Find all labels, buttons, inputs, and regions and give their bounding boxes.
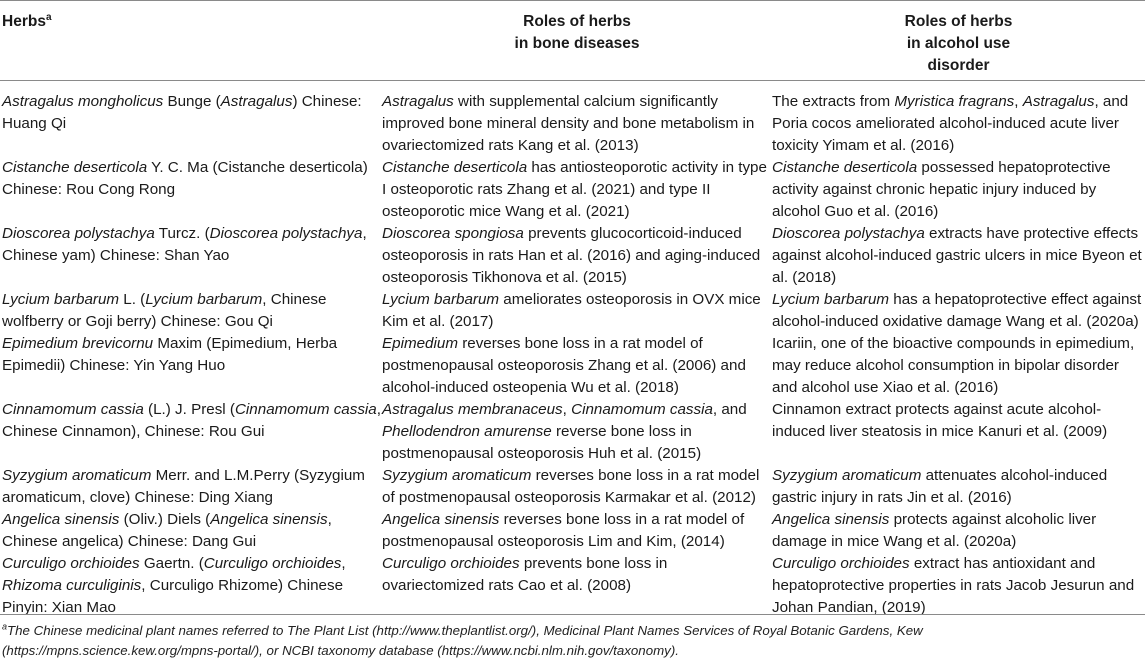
cell-bone-role: Astragalus with supplemental calcium significantly improved bone mineral density and bone metabolism in ovariectomized rats Kang et al. (2013) xyxy=(382,93,755,154)
cell-herb: Dioscorea polystachya Turcz. (Dioscorea polystachya, Chinese yam) Chinese: Shan Yao xyxy=(2,225,367,264)
table-row xyxy=(0,509,1145,553)
cell-alcohol-role: Lycium barbarum has a hepatoprotective effect against alcohol-induced oxidative damage Wang et al. (2020a) xyxy=(772,291,1142,330)
cell-bone-role: Dioscorea spongiosa prevents glucocorticoid-induced osteoporosis in rats Han et al. (2016) and aging-induced osteoporosis Tikhonova et al. (2015) xyxy=(382,225,761,286)
cell-bone-role: Astragalus membranaceus, Cinnamomum cassia, and Phellodendron amurense reverse bone loss in postmenopausal osteoporosis Huh et al. (2015) xyxy=(382,401,747,462)
cell-herb: Angelica sinensis (Oliv.) Diels (Angelica sinensis, Chinese angelica) Chinese: Dang Gui xyxy=(2,511,332,550)
cell-herb: Syzygium aromaticum Merr. and L.M.Perry (Syzygium aromaticum, clove) Chinese: Ding Xiang xyxy=(2,467,365,506)
cell-alcohol-role: Icariin, one of the bioactive compounds in epimedium, may reduce alcohol consumption in bipolar disorder and alcohol use Xiao et al. (2016) xyxy=(772,335,1135,396)
header-bone-roles: Roles of herbs in bone diseases xyxy=(514,13,640,52)
table-body xyxy=(0,91,1145,619)
cell-bone-role: Lycium barbarum ameliorates osteoporosis in OVX mice Kim et al. (2017) xyxy=(382,291,761,330)
cell-alcohol-role: The extracts from Myristica fragrans, Astragalus, and Poria cocos ameliorated alcohol-induced acute liver toxicity Yimam et al. (2016) xyxy=(772,93,1129,154)
cell-alcohol-role: Cinnamon extract protects against acute alcohol-induced liver steatosis in mice Kanuri et al. (2009) xyxy=(772,401,1108,440)
header-herbs: Herbs$^a$ xyxy=(2,11,52,30)
cell-bone-role: Angelica sinensis reverses bone loss in a rat model of postmenopausal osteoporosis Lim and Kim, (2014) xyxy=(382,511,745,550)
cell-alcohol-role: Angelica sinensis protects against alcoholic liver damage in mice Wang et al. (2020a) xyxy=(772,511,1097,550)
cell-bone-role: Cistanche deserticola has antiosteoporotic activity in type I osteoporotic rats Zhang et al. (2021) and type II osteoporotic mice Wang et al. (2021) xyxy=(382,159,767,220)
cell-herb: Astragalus mongholicus Bunge (Astragalus) Chinese: Huang Qi xyxy=(2,93,362,132)
table-row xyxy=(0,289,1145,333)
header-rule xyxy=(0,80,1145,81)
cell-alcohol-role: Syzygium aromaticum attenuates alcohol-induced gastric injury in rats Jin et al. (2016) xyxy=(772,467,1108,506)
table-row xyxy=(0,465,1145,509)
table-row xyxy=(0,333,1145,399)
table-row xyxy=(0,157,1145,223)
cell-herb: Epimedium brevicornu Maxim (Epimedium, Herba Epimedii) Chinese: Yin Yang Huo xyxy=(2,335,338,374)
footnote: $^a$The Chinese medicinal plant names referred to The Plant List (http://www.theplantlist.org/), Medicinal Plant Names Services of Royal Botanic Gardens, Kew (https://mpns.science.kew.org/mpns-portal/), or NCBI taxonomy database (https://www.ncbi.nlm.nih.gov/taxonomy). xyxy=(2,621,923,658)
cell-alcohol-role: Dioscorea polystachya extracts have protective effects against alcohol-induced gastric ulcers in mice Byeon et al. (2018) xyxy=(772,225,1142,286)
table-row xyxy=(0,553,1145,619)
cell-alcohol-role: Curculigo orchioides extract has antioxidant and hepatoprotective properties in rats Jacob Jesurun and Johan Pandian, (2019) xyxy=(772,555,1135,616)
cell-herb: Cistanche deserticola Y. C. Ma (Cistanche deserticola) Chinese: Rou Cong Rong xyxy=(2,159,368,198)
bottom-rule xyxy=(0,614,1145,615)
cell-herb: Cinnamomum cassia (L.) J. Presl (Cinnamomum cassia, Chinese Cinnamon), Chinese: Rou Gui xyxy=(2,401,381,440)
cell-bone-role: Syzygium aromaticum reverses bone loss in a rat model of postmenopausal osteoporosis Karmakar et al. (2012) xyxy=(382,467,760,506)
cell-alcohol-role: Cistanche deserticola possessed hepatoprotective activity against chronic hepatic injury induced by alcohol Guo et al. (2016) xyxy=(772,159,1111,220)
table-header xyxy=(0,0,1145,80)
cell-bone-role: Curculigo orchioides prevents bone loss in ovariectomized rats Cao et al. (2008) xyxy=(382,555,668,594)
header-alcohol-roles: Roles of herbs in alcohol use disorder xyxy=(904,13,1013,74)
table-row xyxy=(0,91,1145,157)
table-row xyxy=(0,399,1145,465)
cell-bone-role: Epimedium reverses bone loss in a rat model of postmenopausal osteoporosis Zhang et al. (2006) and alcohol-induced osteopenia Wu et al. (2018) xyxy=(382,335,746,396)
cell-herb: Curculigo orchioides Gaertn. (Curculigo orchioides, Rhizoma curculiginis, Curculigo Rhizome) Chinese Pinyin: Xian Mao xyxy=(2,555,346,616)
table-row xyxy=(0,223,1145,289)
cell-herb: Lycium barbarum L. (Lycium barbarum, Chinese wolfberry or Goji berry) Chinese: Gou Qi xyxy=(2,291,327,330)
